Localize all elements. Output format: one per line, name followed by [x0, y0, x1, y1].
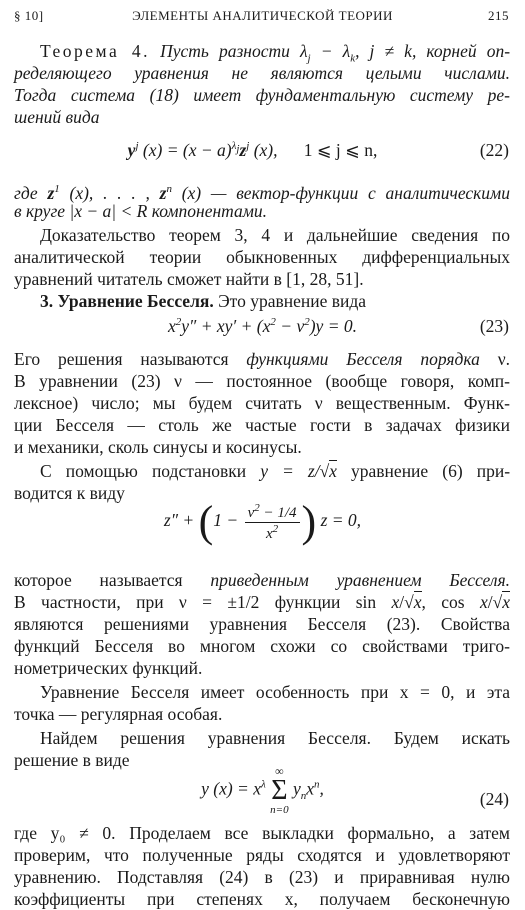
last-line2: проверим, что полученные ряды сходятся и удовлетворяют: [14, 845, 510, 865]
reduced-bessel-equation: z″ + (1 − $\frac{\nu^2 - 1/4}{x^2}$ ) z = 0,: [163, 497, 362, 546]
last-line3: уравнению. Подставляя (24) в (23) и приравнивая нулю: [14, 867, 510, 887]
where22-line1: где $z^1$ (x), . . . , $z^n$ (x) — вектор-функции с аналитическими: [14, 182, 510, 203]
reduced-line4: функций Бесселя во многом схожи со свойствами триго-: [14, 636, 510, 656]
section-marker: § 10]: [14, 8, 44, 23]
theorem4-line4: шений вида: [14, 107, 100, 127]
page-number: 215: [488, 8, 509, 23]
subst-line2: водится к виду: [14, 483, 125, 503]
equation-22-number: (22): [479, 140, 509, 160]
running-title: ЭЛЕМЕНТЫ АНАЛИТИЧЕСКОЙ ТЕОРИИ: [132, 8, 393, 23]
find-line2: решение в виде: [14, 750, 130, 770]
where22-line2: в круге |x − a| < R компонентами.: [14, 201, 268, 221]
equation-24-number: (24): [479, 789, 509, 809]
summation-sign: ∞ Σ n=0: [270, 764, 289, 816]
reduced-line5: нометрических функций.: [14, 658, 203, 678]
solutions-line1: Его решения называются функциями Бесселя порядка ν.: [14, 349, 510, 369]
section3-heading: 3. Уравнение Бесселя.: [40, 291, 214, 311]
theorem4-line3: Тогда система (18) имеет фундаментальную систему ре-: [14, 85, 510, 105]
find-line1: Найдем решения уравнения Бесселя. Будем искать: [40, 728, 510, 748]
reduced-line2: В частности, при ν = ±1/2 функции sin x/√x, cos x/√x: [14, 592, 510, 612]
theorem4-line1: Теорема 4. Пусть разности $\lambda_j - \lambda_k$, j ≠ k, корней оп-: [40, 41, 511, 65]
solutions-line3: лексное) число; мы будем считать ν вещественным. Функ-: [14, 393, 510, 413]
proof-line2: аналитической теории обыкновенных дифференциальных: [14, 247, 510, 267]
equation-22: $y^j$ $(x) = (x - a)^{\lambda_j}z^j$ (x), 1 ⩽ j ⩽ n,: [127, 140, 378, 160]
subst-line1: С помощью подстановки y = z/√x уравнение (6) при-: [40, 461, 511, 481]
singular-line1: Уравнение Бесселя имеет особенность при x = 0, и эта: [40, 682, 510, 702]
theorem4-line2: ределяющего уравнения не являются целыми числами.: [14, 63, 510, 83]
last-line1: где y₀ ≠ 0. Проделаем все выкладки формально, а затем: [14, 823, 510, 843]
proof-line3: уравнений читатель сможет найти в [1, 28, 51].: [14, 269, 364, 289]
reduced-line3: являются решениями уравнения Бесселя (23). Свойства: [14, 614, 510, 634]
singular-line2: точка — регулярная особая.: [14, 704, 223, 724]
last-line4: коэффициенты при степенях x, получаем бесконечную: [14, 889, 510, 909]
section3-heading-line: 3. Уравнение Бесселя. Это уравнение вида: [40, 291, 367, 311]
equation-23-number: (23): [479, 316, 509, 336]
equation-23: $x^2y'' + xy' + (x^2 - \nu^2)y = 0$.: [167, 316, 358, 336]
theorem-label: Теорема 4.: [40, 41, 150, 61]
solutions-line2: В уравнении (23) ν — постоянное (вообще говоря, комп-: [14, 371, 510, 391]
solutions-line5: и механики, сколь синусы и косинусы.: [14, 437, 302, 457]
eq22-range: 1 ⩽ j ⩽ n,: [303, 140, 378, 160]
equation-24: y $(x) = x^\lambda$ ∞ Σ n=0 $y_nx^n$,: [201, 764, 324, 816]
proof-line1: Доказательство теорем 3, 4 и дальнейшие сведения по: [40, 225, 510, 245]
solutions-line4: ции Бесселя — столь же частые гости в задачах физики: [14, 415, 510, 435]
reduced-line1: которое называется приведенным уравнением Бесселя.: [14, 570, 510, 590]
